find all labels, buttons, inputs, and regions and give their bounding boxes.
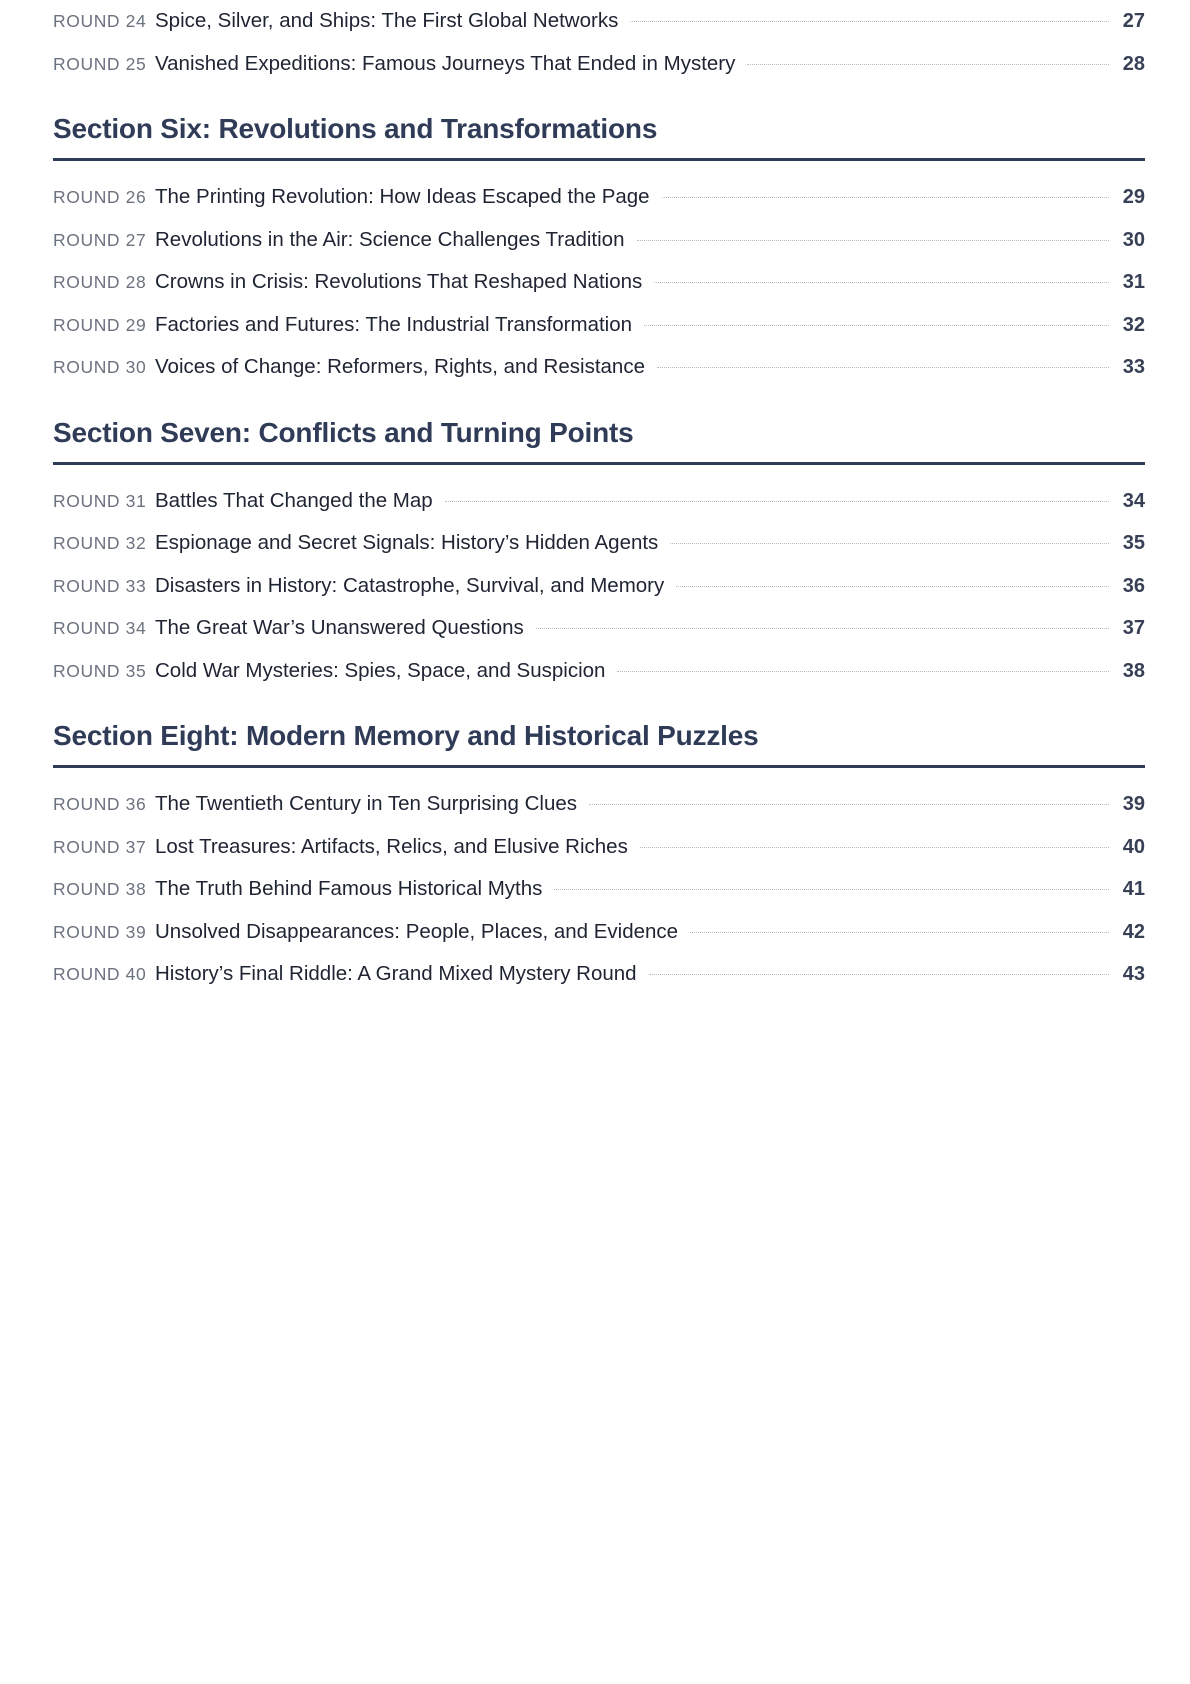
round-title: Factories and Futures: The Industrial Transformation: [155, 312, 633, 336]
page-number: 33: [1122, 356, 1145, 378]
page-number: 39: [1122, 793, 1145, 815]
dot-leader: [662, 197, 1109, 198]
round-title: Unsolved Disappearances: People, Places, and Evidence: [155, 919, 679, 943]
round-label: ROUND 33: [53, 575, 147, 596]
page-number: 42: [1122, 920, 1145, 943]
round-label: ROUND 24: [53, 11, 147, 31]
toc-entry[interactable]: [53, 868, 1145, 911]
round-label: ROUND 39: [53, 921, 147, 942]
dot-leader: [637, 240, 1110, 241]
toc-entry[interactable]: [53, 480, 1145, 523]
round-title: Spice, Silver, and Ships: The First Global Networks: [155, 9, 619, 32]
round-label: ROUND 29: [53, 314, 147, 335]
round-label: ROUND 31: [53, 490, 147, 511]
page-number: 32: [1122, 313, 1145, 336]
round-title: Crowns in Crisis: Revolutions That Reshaped Nations: [155, 270, 643, 293]
toc-entry[interactable]: [53, 953, 1145, 996]
round-title: Vanished Expeditions: Famous Journeys That Ended in Mystery: [155, 51, 736, 75]
round-label: ROUND 37: [53, 836, 147, 857]
round-label: ROUND 32: [53, 533, 147, 553]
round-title: The Printing Revolution: How Ideas Escaped the Page: [155, 185, 650, 208]
dot-leader: [554, 889, 1109, 890]
toc-entry[interactable]: [53, 0, 1145, 43]
dot-leader: [654, 282, 1109, 283]
page-number: 38: [1122, 659, 1145, 682]
round-title: Cold War Mysteries: Spies, Space, and Suspicion: [155, 658, 606, 682]
round-title: Voices of Change: Reformers, Rights, and Resistance: [155, 355, 645, 378]
page-number: 31: [1122, 271, 1145, 293]
page-number: 43: [1122, 963, 1145, 985]
dot-leader: [630, 21, 1109, 22]
round-label: ROUND 34: [53, 618, 147, 638]
toc-entry[interactable]: [53, 176, 1145, 219]
dot-leader: [690, 932, 1109, 933]
dot-leader: [644, 325, 1109, 326]
round-label: ROUND 27: [53, 229, 147, 250]
round-label: ROUND 38: [53, 879, 147, 899]
page-number: 27: [1122, 10, 1145, 32]
section-seven: [53, 411, 1145, 693]
dot-leader: [445, 501, 1109, 502]
round-title: Disasters in History: Catastrophe, Survival, and Memory: [155, 573, 665, 597]
section-heading: Section Eight: Modern Memory and Historical Puzzles: [53, 720, 759, 751]
round-label: ROUND 26: [53, 187, 147, 207]
page-number: 30: [1122, 228, 1145, 251]
round-title: Battles That Changed the Map: [155, 488, 433, 512]
toc-entry[interactable]: [53, 219, 1145, 262]
round-title: The Great War’s Unanswered Questions: [155, 616, 524, 639]
round-title: The Twentieth Century in Ten Surprising Clues: [155, 792, 577, 815]
section-heading: Section Seven: Conflicts and Turning Points: [53, 416, 634, 448]
round-label: ROUND 36: [53, 794, 147, 814]
toc-entry[interactable]: [53, 522, 1145, 565]
toc-entry[interactable]: [53, 607, 1145, 650]
section-divider: [53, 765, 1145, 768]
toc-entry[interactable]: [53, 565, 1145, 608]
section-six: [53, 107, 1145, 389]
toc-entry[interactable]: [53, 650, 1145, 693]
page-number: 29: [1122, 186, 1145, 208]
page-number: 35: [1122, 532, 1145, 554]
dot-leader: [670, 543, 1109, 544]
toc-entry[interactable]: [53, 261, 1145, 304]
dot-leader: [649, 974, 1109, 975]
table-of-contents: [53, 0, 1145, 996]
round-title: History’s Final Riddle: A Grand Mixed Mystery Round: [155, 962, 637, 985]
round-label: ROUND 35: [53, 660, 147, 681]
toc-entry[interactable]: [53, 304, 1145, 347]
dot-leader: [676, 586, 1109, 587]
page-number: 34: [1122, 489, 1145, 512]
page-number: 36: [1122, 574, 1145, 597]
toc-entry[interactable]: [53, 783, 1145, 826]
dot-leader: [657, 367, 1109, 368]
round-label: ROUND 28: [53, 272, 147, 292]
dot-leader: [617, 671, 1109, 672]
section-divider: [53, 158, 1145, 161]
page-number: 41: [1122, 878, 1145, 900]
dot-leader: [640, 847, 1109, 848]
toc-entry[interactable]: [53, 346, 1145, 389]
section-heading: Section Six: Revolutions and Transformations: [53, 113, 658, 144]
intro-round-list: [53, 0, 1145, 85]
toc-entry[interactable]: [53, 826, 1145, 869]
round-label: ROUND 25: [53, 53, 147, 74]
dot-leader: [536, 628, 1109, 629]
section-eight: [53, 714, 1145, 996]
round-title: Espionage and Secret Signals: History’s Hidden Agents: [155, 531, 659, 554]
round-title: Revolutions in the Air: Science Challenges Tradition: [155, 227, 625, 251]
dot-leader: [589, 804, 1109, 805]
round-title: The Truth Behind Famous Historical Myths: [155, 877, 543, 900]
toc-entry[interactable]: [53, 911, 1145, 954]
section-divider: [53, 462, 1145, 465]
page-number: 37: [1122, 617, 1145, 639]
page-number: 28: [1122, 52, 1145, 75]
dot-leader: [747, 64, 1109, 65]
round-label: ROUND 40: [53, 964, 147, 984]
round-title: Lost Treasures: Artifacts, Relics, and Elusive Riches: [155, 834, 628, 858]
page-number: 40: [1122, 835, 1145, 858]
round-label: ROUND 30: [53, 357, 147, 377]
toc-entry[interactable]: [53, 43, 1145, 86]
